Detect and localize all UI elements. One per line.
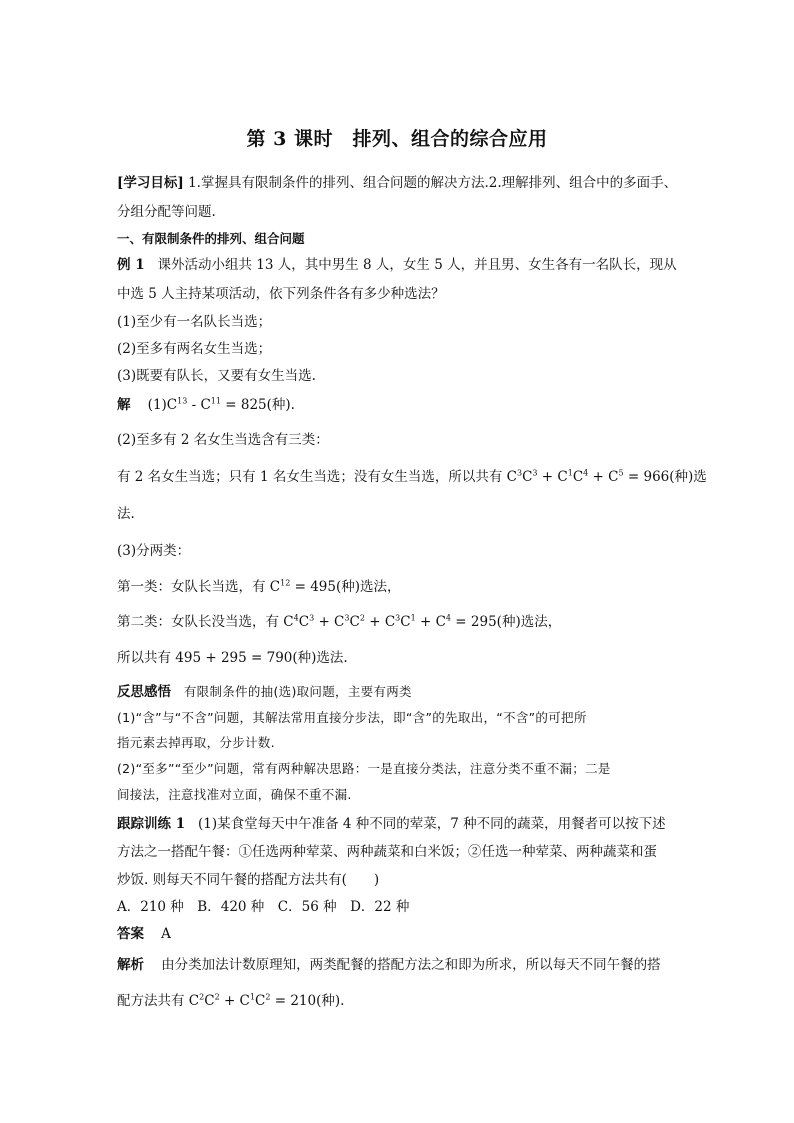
formula-sup: 2 (265, 992, 271, 1002)
formula-text: = 966(种)选 (623, 469, 707, 485)
formula-sup: 4 (445, 613, 452, 623)
formula-text: + C (588, 469, 619, 485)
exercise-line-3: 炒饭. 则每天不同午餐的搭配方法共有( ) (117, 872, 380, 888)
example-line-2: 中选 5 人主持某项活动，依下列条件各有多少种选法？ (117, 286, 445, 302)
answer-line (117, 925, 171, 943)
formula-text: 有 2 名女生当选；只有 1 名女生当选；没有女生当选，所以共有 C (117, 469, 517, 485)
exercise-options: A．210 种 B．420 种 C．56 种 D．22 种 (117, 899, 410, 915)
reflection-point-2-line-1: (2)“至多”“至少”问题，常有两种解决思路：一是直接分类法，注意分类不重不漏；二是 (117, 761, 611, 776)
analysis-line-2 (117, 992, 344, 1010)
formula-text: = 295(种)选法， (451, 614, 562, 630)
formula-sup: 13 (177, 396, 188, 406)
formula-text: = 495(种)选法， (290, 579, 401, 595)
formula-sup: 3 (309, 613, 315, 623)
formula-sup: 3 (532, 468, 538, 478)
formula-sup: 3 (395, 613, 401, 623)
formula-sup: 3 (516, 468, 523, 478)
exercise-label: 跟踪训练 1 (117, 816, 186, 832)
formula-text: + C (415, 614, 446, 630)
formula-text: (1)C (147, 397, 178, 413)
reflection-heading (117, 683, 412, 701)
example-line-1 (117, 256, 677, 274)
formula-text: + C (219, 993, 250, 1009)
formula-sup: 1 (410, 613, 416, 623)
solution-part-3-intro: (3)分两类： (117, 543, 191, 559)
formula-text: - C (187, 397, 211, 413)
solution-label: 解 (117, 397, 131, 413)
analysis-label: 解析 (117, 957, 144, 973)
reflection-point-1-line-2: 指元素去掉再取，分步计数. (117, 735, 275, 750)
formula-text: 第一类：女队长当选，有 C (117, 579, 281, 595)
exercise-line-1 (117, 815, 666, 833)
learning-objective-line-1 (117, 174, 677, 192)
reflection-point-1-line-1: (1)“含”与“不含”问题，其解法常用直接分步法，即“含”的先取出，“不含”的可把所 (117, 710, 587, 725)
solution-part-1 (117, 396, 295, 414)
section-heading: 一、有限制条件的排列、组合问题 (117, 231, 305, 246)
formula-text: 配方法共有 C (117, 993, 200, 1009)
formula-sup: 11 (210, 396, 221, 406)
solution-case-2 (117, 613, 561, 631)
page-title: 第 3 课时 排列、组合的综合应用 (246, 128, 548, 150)
formula-sup: 2 (359, 613, 365, 623)
solution-part-2-line-2: 法. (117, 506, 135, 522)
example-text-1: 课外活动小组共 13 人，其中男生 8 人，女生 5 人，并且男、女生各有一名队长，现从 (157, 257, 677, 273)
example-question-3: (3)既要有队长，又要有女生当选. (117, 368, 316, 384)
learning-objective-line-2: 分组分配等问题. (117, 204, 216, 220)
formula-sup: 12 (280, 578, 291, 588)
formula-sup: 1 (249, 992, 255, 1002)
formula-text: C (522, 469, 533, 485)
solution-case-1 (117, 578, 401, 596)
example-question-1: (1)至少有一名队长当选； (117, 314, 272, 330)
formula-sup: 2 (199, 992, 205, 1002)
formula-sup: 3 (344, 613, 350, 623)
reflection-intro: 有限制条件的抽(选)取问题，主要有两类 (183, 684, 412, 699)
formula-text: 第二类：女队长没当选，有 C (117, 614, 294, 630)
formula-sup: 1 (567, 468, 573, 478)
analysis-line-1 (117, 956, 661, 974)
solution-part-2-line-1 (117, 468, 707, 486)
answer-label: 答案 (117, 926, 144, 942)
formula-text: + C (537, 469, 568, 485)
exercise-text-1: (1)某食堂每天中午准备 4 种不同的荤菜，7 种不同的蔬菜，用餐者可以按下述 (197, 816, 666, 832)
formula-sup: 2 (214, 992, 220, 1002)
objective-text-1: 1.掌握具有限制条件的排列、组合问题的解决方法.2.理解排列、组合中的多面手、 (188, 175, 678, 191)
solution-part-2-intro: (2)至多有 2 名女生当选含有三类： (117, 432, 329, 448)
formula-text: + C (314, 614, 345, 630)
analysis-text-1: 由分类加法计数原理知，两类配餐的搭配方法之和即为所求，所以每天不同午餐的搭 (161, 957, 661, 973)
reflection-point-2-line-2: 间接法，注意找准对立面，确保不重不漏. (117, 787, 352, 802)
formula-text: = 825(种). (220, 397, 295, 413)
formula-text: = 210(种). (270, 993, 345, 1009)
formula-text: C (572, 469, 584, 485)
formula-sup: 5 (618, 468, 624, 478)
example-question-2: (2)至多有两名女生当选； (117, 341, 272, 357)
formula-text: C (204, 993, 215, 1009)
solution-total: 所以共有 495 + 295 = 790(种)选法. (117, 650, 348, 666)
formula-sup: 4 (583, 468, 589, 478)
formula-sup: 4 (293, 613, 299, 623)
objective-label: [学习目标] (117, 175, 184, 191)
reflection-label: 反思感悟 (117, 684, 171, 700)
formula-text: C (298, 614, 310, 630)
formula-text: + C (364, 614, 396, 630)
exercise-line-2: 方法之一搭配午餐：①任选两种荤菜、两种蔬菜和白米饭；②任选一种荤菜、两种蔬菜和蛋 (117, 844, 657, 860)
formula-text: C (349, 614, 360, 630)
formula-text: C (254, 993, 266, 1009)
example-label: 例 1 (117, 257, 145, 273)
answer-value: A (161, 926, 171, 942)
formula-text: C (400, 614, 411, 630)
